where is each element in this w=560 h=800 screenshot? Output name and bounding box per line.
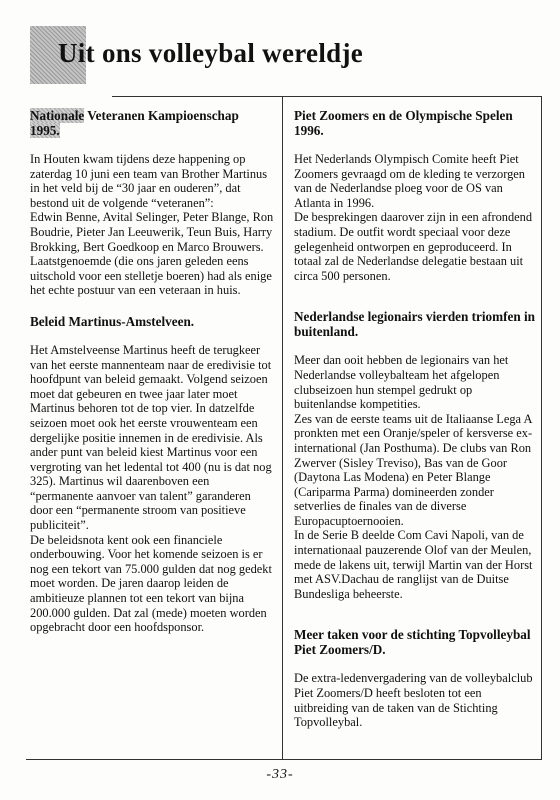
frame-top-rule <box>112 96 542 97</box>
article-stichting <box>294 627 536 729</box>
article-names: Edwin Benne, Avital Selinger, Peter Blange, Ron Boudrie, Pieter Jan Leeuwerik, Teun Buis, Harry Brokking, Bert Goedkoop en Marco Brouwers. <box>30 210 274 254</box>
article-body: Het Nederlands Olympisch Comite heeft Piet Zoomers gevraagd om de kleding te verzorgen van de Nederlandse ploeg voor de OS van Atlanta in 1996. <box>294 152 525 210</box>
article-body: Het Amstelveense Martinus heeft de terugkeer van het eerste mannenteam naar de eredivisie tot hoofdpunt van beleid gemaakt. Volgend seizoen moet dat gebeuren en twee jaar later moet Martinus behoren tot de top vier. In datzelfde seizoen moet ook het eerste vrouwenteam een dergelijke positie innemen in de eredivisie. Als ander punt van beleid kiest Martinus voor een vergroting van het ledental tot 400 (nu is dat nog 325). Martinus wil daarenboven een “permanente aanvoer van talent” garanderen door een “permanente stroom van positieve publiciteit”. <box>30 342 272 533</box>
article-body: Meer dan ooit hebben de legionairs van het Nederlandse volleybalteam het afgelopen clubseizoen hun stempel gedrukt op buitenlandse kompetities. <box>294 353 509 412</box>
article-heading: Beleid Martinus-Amstelveen. <box>30 313 195 329</box>
column-divider <box>282 96 283 760</box>
article-beleid <box>30 314 274 635</box>
article-legionairs <box>294 309 536 601</box>
right-column <box>294 108 536 730</box>
article-heading <box>30 108 274 138</box>
frame-right-rule <box>541 96 542 760</box>
heading-year: 1995. <box>30 123 60 138</box>
page-title: Uit ons volleybal wereldje <box>58 38 364 68</box>
page-header <box>30 26 450 88</box>
article-closing: Laatstgenoemde (die ons jaren geleden eens uitschold voor een stelletje boeren) had als enige het echte postuur van een veteraan in huis. <box>30 254 272 298</box>
article-body: Zes van de eerste teams uit de Italiaanse Lega A pronkten met een Oranje/speler of kersverse ex-international (Jan Posthuma). De clubs van Ron Zwerver (Sisley Treviso), Bas van de Goor (Daytona Las Modena) en Peter Blange (Cariparma Parma) domineerden zonder setverlies de finales van de diverse Europacuptoernooien. <box>294 411 533 528</box>
article-veteranen <box>30 108 274 298</box>
left-column <box>30 108 274 635</box>
article-body: De besprekingen daarover zijn in een afrondend stadium. De outfit wordt speciaal voor deze gelegenheid ontworpen en geproduceerd. In totaal zal de Nederlandse delegatie bestaan uit circa 500 personen. <box>294 210 533 283</box>
heading-text: Veteranen Kampioenschap <box>84 108 239 123</box>
article-olympische-spelen <box>294 108 536 283</box>
page-number: -33- <box>266 767 294 782</box>
article-body: De beleidsnota kent ook een financiele onderbouwing. Voor het komende seizoen is er nog een tekort van 75.000 gulden dat nog gedekt moet worden. De jaren daarop leiden de ambitieuze plannen tot een tekort van bijna 200.000 gulden. Dat zal (mede) moeten worden opgebracht door een hoofdsponsor. <box>30 532 272 635</box>
heading-highlight: Nationale <box>30 108 85 123</box>
article-heading: Nederlandse legionairs vierden triomfen in buitenland. <box>294 309 536 340</box>
article-body: In de Serie B deelde Com Cavi Napoli, van de internationaal pauzerende Olof van der Meulen, mede de lakens uit, terwijl Martin van der Horst met ASV.Dachau de ranglijst van de Duitse Bundesliga beheerste. <box>294 528 533 601</box>
article-body: In Houten kwam tijdens deze happening op zaterdag 10 juni een team van Brother Martinus in het veld bij de “30 jaar en ouderen”, dat bestond uit de volgende “veteranen”: <box>30 152 268 210</box>
frame-bottom-rule <box>26 759 542 760</box>
article-heading: Meer taken voor de stichting Topvolleybal Piet Zoomers/D. <box>294 627 531 658</box>
article-heading: Piet Zoomers en de Olympische Spelen 1996. <box>294 108 513 138</box>
article-body: De extra-ledenvergadering van de volleybalclub Piet Zoomers/D heeft besloten tot een uitbreiding van de taken van de Stichting Topvolleybal. <box>294 671 533 730</box>
